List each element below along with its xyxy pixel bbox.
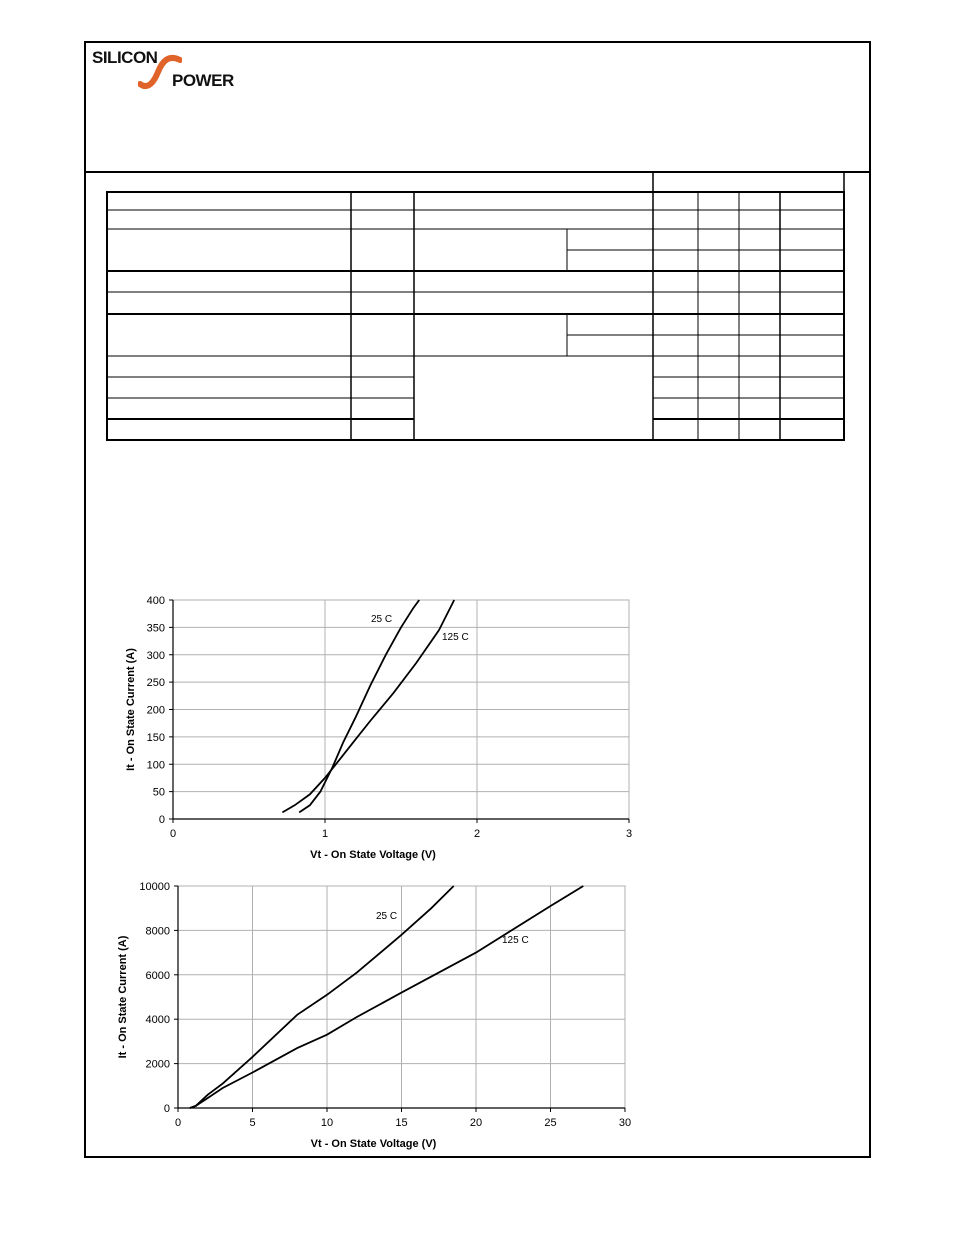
chart-2-x-tick-label: 5 bbox=[249, 1117, 256, 1129]
chart-1-x-tick-label: 1 bbox=[321, 828, 329, 840]
chart-1-series-label: 125 C bbox=[442, 632, 469, 643]
chart-2-y-tick-label: 2000 bbox=[145, 1058, 170, 1071]
chart-2-x-axis-title: Vt - On State Voltage (V) bbox=[310, 1138, 437, 1150]
chart-1-y-tick-label: 50 bbox=[152, 786, 165, 799]
chart-1-y-tick-label: 150 bbox=[146, 731, 165, 744]
chart-1-y-tick-label: 300 bbox=[146, 649, 165, 662]
chart-2-x-tick-label: 10 bbox=[320, 1117, 334, 1129]
chart-2-y-tick-label: 4000 bbox=[145, 1014, 170, 1027]
chart-2-y-tick-label: 8000 bbox=[145, 925, 170, 938]
chart-1-x-axis-title: Vt - On State Voltage (V) bbox=[310, 849, 436, 861]
chart-2-series-label: 25 C bbox=[376, 911, 398, 922]
logo-line-1: SILICON bbox=[92, 48, 158, 67]
chart-1-y-tick-label: 400 bbox=[146, 595, 165, 607]
chart-2-y-tick-label: 0 bbox=[163, 1103, 170, 1115]
chart-2-x-tick-label: 30 bbox=[618, 1117, 632, 1129]
chart-2-x-tick-label: 0 bbox=[174, 1117, 182, 1129]
chart-1-series-label: 25 C bbox=[371, 614, 393, 625]
logo-line-2: POWER bbox=[172, 71, 234, 90]
chart-1-x-tick-label: 3 bbox=[625, 828, 633, 840]
chart-1-x-tick-label: 2 bbox=[473, 828, 481, 840]
chart-2-x-tick-label: 15 bbox=[395, 1117, 408, 1129]
chart-2-y-tick-label: 10000 bbox=[139, 881, 170, 893]
chart-2-series-label: 125 C bbox=[502, 935, 529, 946]
chart-2-y-axis-title: It - On State Current (A) bbox=[117, 935, 129, 1059]
chart-1-y-tick-label: 100 bbox=[146, 759, 165, 772]
chart-1-y-tick-label: 0 bbox=[158, 814, 165, 826]
chart-1-y-tick-label: 350 bbox=[146, 622, 165, 635]
chart-2-x-tick-label: 25 bbox=[544, 1117, 557, 1129]
chart-2-x-tick-label: 20 bbox=[469, 1117, 483, 1129]
chart-1-y-tick-label: 250 bbox=[146, 677, 165, 690]
chart-1-y-axis-title: It - On State Current (A) bbox=[125, 648, 137, 771]
chart-1-y-tick-label: 200 bbox=[146, 704, 165, 717]
chart-2-y-tick-label: 6000 bbox=[145, 969, 170, 982]
chart-1-x-tick-label: 0 bbox=[169, 828, 177, 840]
